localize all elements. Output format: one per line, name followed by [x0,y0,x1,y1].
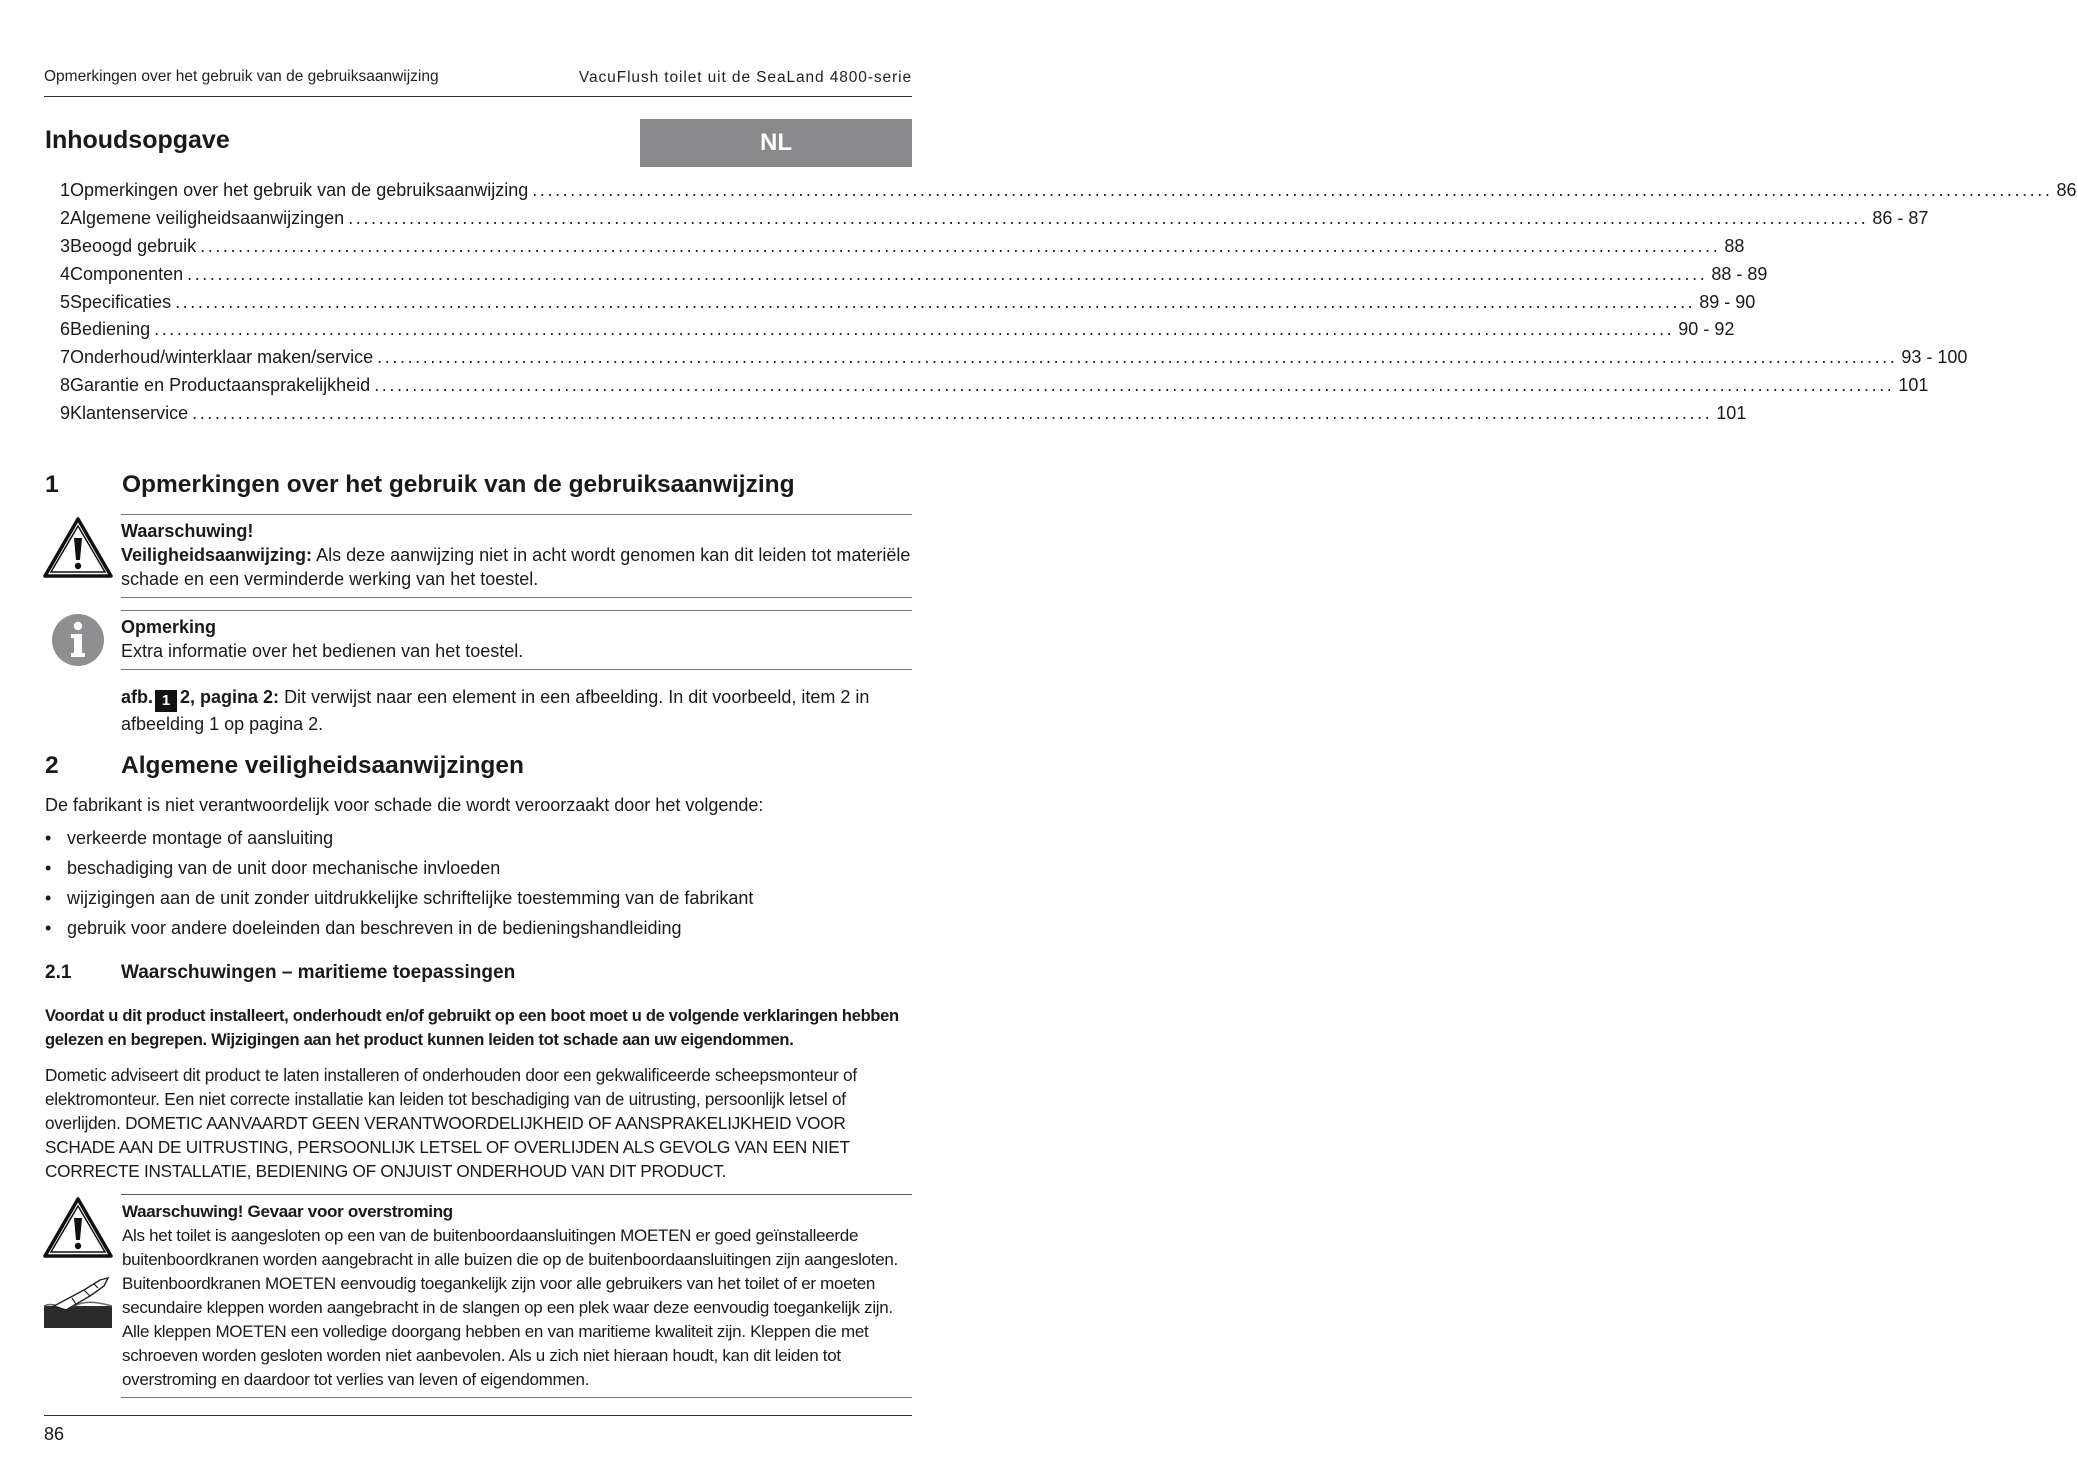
toc-label: Algemene veiligheidsaanwijzingen [70,207,345,228]
page-number: 86 [44,1424,65,1444]
toc-row[interactable] [60,235,1745,264]
callout-rule [121,597,912,598]
toc-number: 3 [60,235,71,256]
list-item-text: verkeerde montage of aansluiting [67,828,334,848]
toc-row[interactable] [60,319,1735,347]
header-rule [44,96,912,97]
bullet-mark: • [45,888,52,908]
note-text: Extra informatie over het bedienen van het toestel. [121,641,524,661]
callout-rule-top [121,1194,912,1195]
section-1-heading [45,471,795,499]
flood-warning-text: Als het toilet is aangesloten op een van de buitenboordaansluitingen MOETEN er goed geïnstalleerde buitenboordkranen worden aangebracht in alle buizen die op de buitenboordaansluitingen zijn aangesloten. Buitenboordkranen MOETEN eenvoudig toegankelijk zijn voor alle gebruikers van het toilet of er moeten secundaire kleppen worden aangebracht in de slangen op een plek waar deze eenvoudig toegankelijk zijn. Alle kleppen MOETEN een volledige doorgang hebben en van maritieme kwaliteit zijn. Kleppen die met schroeven worden gesloten worden niet aanbevolen. Als u zich niet hieraan houdt, kan dit leiden tot overstroming en daardoor tot verlies van leven of eigendommen. [122,1226,898,1389]
toc-number: 2 [60,207,71,228]
warning-lead: Veiligheidsaanwijzing: [121,545,313,565]
maritime-notice-text: Dometic adviseert dit product te laten installeren of onderhouden door een gekwalificeerde scheepsmonteur of elektromonteur. Een niet correcte installatie kan leiden tot beschadiging van de uitrusting, persoonlijk letsel of overlijden. DOMETIC AANVAARDT GEEN VERANTWOORDELIJKHEID OF AANSPRAKELIJKHEID VOOR SCHADE AAN DE UITRUSTING, PERSOONLIJK LETSEL OF OVERLIJDEN ALS GEVOLG VAN EEN NIET CORRECTE INSTALLATIE, BEDIENING OF ONJUIST ONDERHOUD VAN DIT PRODUCT. [45,1065,857,1181]
toc-row[interactable] [60,375,1929,403]
bullet-list [45,828,753,948]
toc-row[interactable] [60,347,1968,375]
toc-leader: ........................................................................................................................................................................................................ [154,319,1675,340]
warning-title: Waarschuwing! [121,521,254,541]
toc-page: 93 - 100 [1901,347,1968,368]
toc-leader: ........................................................................................................................................................................................................ [175,291,1696,312]
bullet-mark: • [45,918,52,938]
section-number: 2 [45,752,59,779]
callout-rule-top [121,514,912,515]
note-title: Opmerking [121,617,217,637]
toc-number: 6 [60,319,71,340]
info-icon [50,612,106,668]
toc-page: 90 - 92 [1678,319,1735,340]
section-title: Waarschuwingen – maritieme toepassingen [121,962,516,983]
toc-number: 7 [60,347,71,368]
footer-rule [44,1415,912,1416]
section-title: Opmerkingen over het gebruik van de gebruiksaanwijzing [122,471,795,498]
toc-label: Bediening [70,319,151,340]
afb-lead: afb. [121,687,154,707]
toc-label: Garantie en Productaansprakelijkheid [70,375,371,396]
toc-label: Componenten [70,263,184,284]
warning-callout [121,519,911,591]
callout-rule-bottom [121,669,912,670]
note-callout [121,615,911,663]
list-item-text: beschadiging van de unit door mechanische invloeden [67,858,501,878]
flooding-hazard-icon [44,1276,112,1328]
running-header-right: VacuFlush toilet uit de SeaLand 4800-serie [578,69,912,86]
toc-leader: ........................................................................................................................................................................................................ [532,180,2053,200]
list-item [45,888,753,918]
toc-number: 9 [60,403,71,424]
callout-rule [121,610,912,611]
list-item [45,858,753,888]
toc-label: Klantenservice [70,403,189,424]
toc-leader: ........................................................................................................................................................................................................ [187,263,1708,284]
section-2-heading [45,752,524,780]
warning-text: Als deze aanwijzing niet in acht wordt genomen kan dit leiden tot materiële schade en een verminderde werking van het toestel. [121,545,911,589]
toc-label: Onderhoud/winterklaar maken/service [70,347,374,368]
bullet-mark: • [45,828,52,848]
toc-number: 5 [60,291,71,312]
toc-label: Beoogd gebruik [70,235,197,256]
toc-row[interactable] [60,403,1747,431]
section-2-1-heading [45,962,515,984]
toc-number: 4 [60,263,71,284]
language-badge [640,119,912,167]
toc-page: 86 [2056,180,2077,200]
figure-reference-note [121,685,891,736]
callout-rule-bottom [121,1397,912,1398]
toc-row[interactable] [60,291,1756,320]
toc-page: 89 - 90 [1699,291,1756,312]
toc-leader: ........................................................................................................................................................................................................ [348,207,1869,228]
toc-row[interactable] [60,263,1768,292]
section-number: 2.1 [45,962,72,983]
list-item [45,828,753,858]
toc-leader: ........................................................................................................................................................................................................ [374,375,1895,396]
bullet-mark: • [45,858,52,878]
flood-warning-callout [122,1200,912,1392]
toc-page: 88 [1724,235,1745,256]
flood-warning-title: Waarschuwing! Gevaar voor overstroming [122,1202,453,1221]
toc-page: 88 - 89 [1711,263,1768,284]
toc-page: 101 [1716,403,1747,424]
toc-leader: ........................................................................................................................................................................................................ [200,235,1721,256]
section-number: 1 [45,471,59,498]
toc-label: Specificaties [70,291,172,312]
toc-leader: ........................................................................................................................................................................................................ [377,347,1898,368]
toc-page: 101 [1898,375,1929,396]
list-item-text: gebruik voor andere doeleinden dan beschreven in de bedieningshandleiding [67,918,682,938]
list-item [45,918,753,948]
toc-row[interactable] [60,180,2077,208]
language-label: NL [760,129,792,156]
afb-text: Dit verwijst naar een element in een afbeelding. In dit voorbeeld, item 2 in afbeelding 1 op pagina 2. [121,687,870,734]
section-2-intro: De fabrikant is niet verantwoordelijk voor schade die wordt veroorzaakt door het volgende: [45,795,764,815]
toc-number: 8 [60,375,71,396]
warning-triangle-icon [42,516,114,580]
toc-leader: ........................................................................................................................................................................................................ [192,403,1713,424]
toc-title: Inhoudsopgave [45,126,230,154]
toc-number: 1 [60,180,71,200]
section-title: Algemene veiligheidsaanwijzingen [121,752,524,779]
afb-ref: 2, pagina 2: [180,687,280,707]
table-of-contents [60,180,2077,431]
figure-number-badge: 1 [155,690,177,712]
list-item-text: wijzigingen aan de unit zonder uitdrukkelijke schriftelijke toestemming van de fabrikant [67,888,754,908]
maritime-bold-notice: Voordat u dit product installeert, onderhoudt en/of gebruikt op een boot moet u de volgende verklaringen hebben gelezen en begrepen. Wijzigingen aan het product kunnen leiden tot schade aan uw eigendommen. [45,1007,899,1049]
toc-label: Opmerkingen over het gebruik van de gebruiksaanwijzing [70,180,529,200]
toc-page: 86 - 87 [1872,207,1929,228]
running-header-left: Opmerkingen over het gebruik van de gebruiksaanwijzing [44,68,439,85]
toc-row[interactable] [60,207,1929,236]
warning-triangle-icon [42,1196,114,1260]
